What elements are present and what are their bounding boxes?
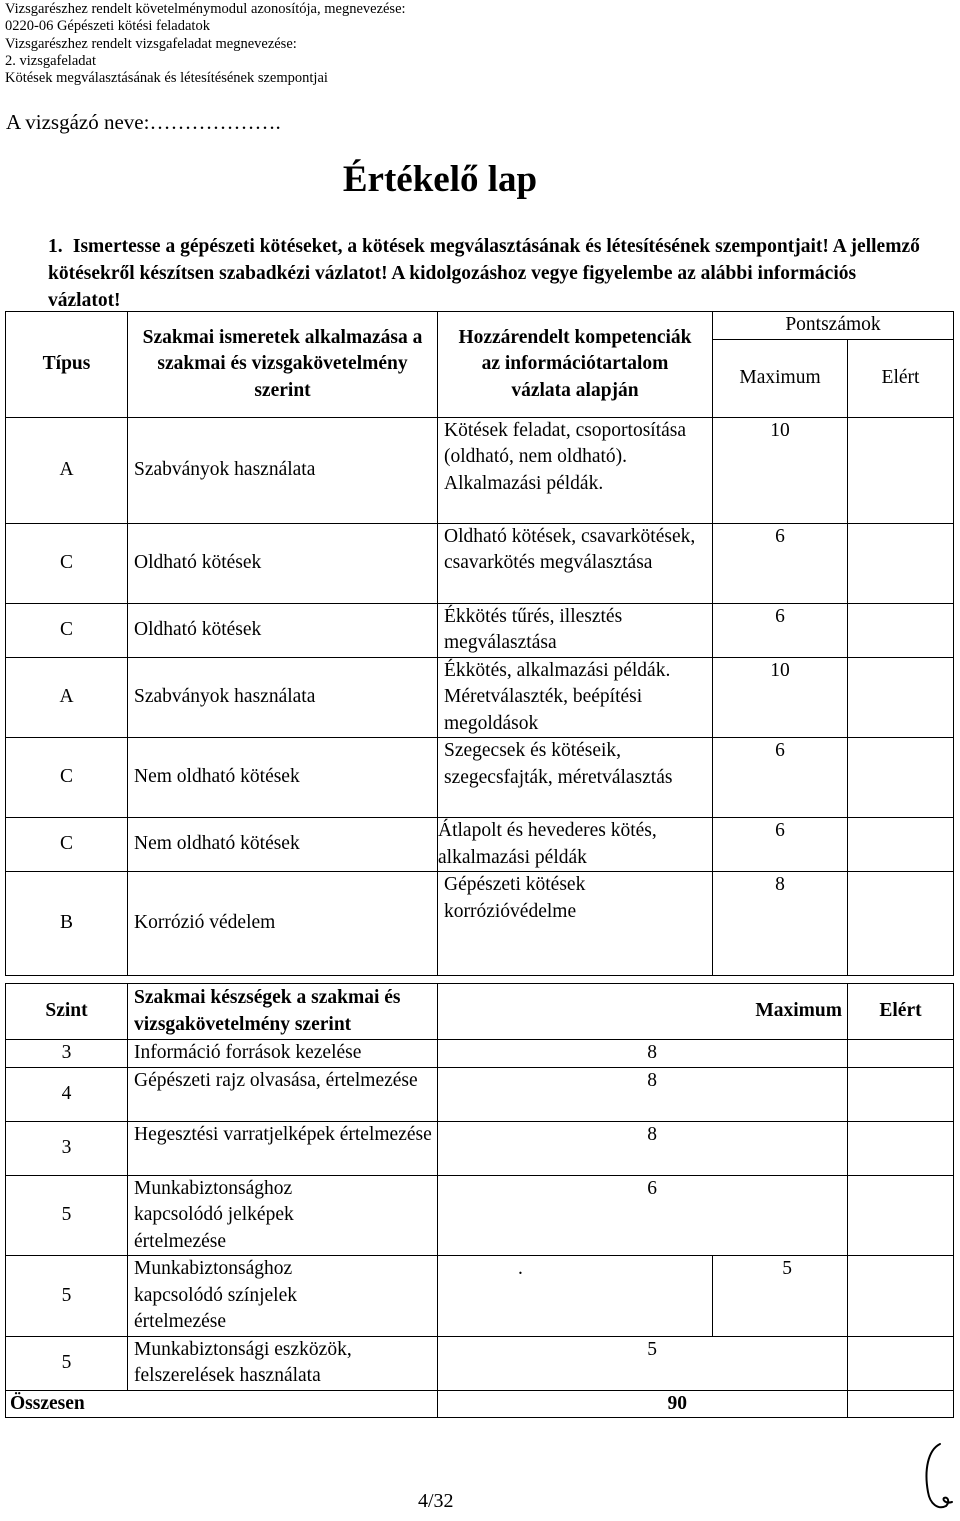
row-skill: Információ források kezelése (128, 1040, 438, 1068)
row-level: 4 (6, 1067, 128, 1121)
row-competence: Ékkötés, alkalmazási példák. Méretválaszték, beépítési megoldások (438, 657, 713, 738)
row-achieved[interactable] (848, 818, 954, 872)
header-line: Kötések megválasztásának és létesítésének szempontjai (5, 70, 328, 87)
examinee-name-field: A vizsgázó neve:………………. (6, 110, 281, 134)
row-skill: Munkabiztonsághoz kapcsolódó jelképek értelmezése (128, 1175, 438, 1256)
competence-table (5, 311, 954, 976)
header-line: Vizsgarészhez rendelt vizsgafeladat megnevezése: (5, 35, 297, 52)
row-achieved[interactable] (848, 872, 954, 976)
row-achieved[interactable] (848, 657, 954, 738)
row-achieved[interactable] (848, 603, 954, 657)
row-knowledge: Oldható kötések (128, 523, 438, 603)
row-type: B (6, 872, 128, 976)
table-row (6, 1040, 954, 1068)
row-achieved[interactable] (848, 1040, 954, 1068)
row-max: 5 (713, 1256, 848, 1337)
row-achieved[interactable] (848, 1067, 954, 1121)
row-max: 6 (713, 523, 848, 603)
table-row (6, 872, 954, 976)
row-achieved[interactable] (848, 1256, 954, 1337)
header-level: Szint (6, 984, 128, 1040)
header-points: Pontszámok (713, 312, 954, 340)
task-text: Ismertesse a gépészeti kötéseket, a kötések megválasztásának és létesítésének szempontjait! A jellemző kötésekről készítsen szabadkézi vázlatot! A kidolgozáshoz vegye figyelembe az alábbi információs vázlatot! (48, 236, 920, 311)
row-type: A (6, 417, 128, 523)
row-level: 5 (6, 1175, 128, 1256)
row-knowledge: Szabványok használata (128, 417, 438, 523)
total-value: 90 (438, 1390, 848, 1418)
table-row (6, 818, 954, 872)
row-max: 8 (713, 872, 848, 976)
row-max: 8 (438, 1067, 848, 1121)
table-row (6, 603, 954, 657)
table-row (6, 1067, 954, 1121)
header-line: 0220-06 Gépészeti kötési feladatok (5, 18, 210, 35)
table-row (6, 1256, 954, 1337)
row-skill: Gépészeti rajz olvasása, értelmezése (128, 1067, 438, 1121)
header-type: Típus (6, 312, 128, 418)
row-knowledge: Nem oldható kötések (128, 738, 438, 818)
header-achieved: Elért (848, 984, 954, 1040)
row-competence: Átlapolt és hevederes kötés, alkalmazási példák (438, 818, 713, 872)
handwritten-signature (920, 1440, 956, 1514)
row-max: 6 (713, 603, 848, 657)
skills-table (5, 983, 954, 1418)
row-competence: Kötések feladat, csoportosítása (oldható, nem oldható). Alkalmazási példák. (438, 417, 713, 523)
total-achieved[interactable] (848, 1390, 954, 1418)
header-achieved: Elért (848, 339, 954, 417)
row-level: 3 (6, 1040, 128, 1068)
row-level: 5 (6, 1256, 128, 1337)
row-max: 10 (713, 657, 848, 738)
row-type: C (6, 523, 128, 603)
row-max: 6 (438, 1175, 848, 1256)
header-line: 2. vizsgafeladat (5, 52, 96, 69)
row-type: A (6, 657, 128, 738)
row-level: 3 (6, 1121, 128, 1175)
table-row (6, 1175, 954, 1256)
row-max: 6 (713, 818, 848, 872)
table-row (6, 738, 954, 818)
page-title: Értékelő lap (342, 159, 538, 200)
row-achieved[interactable] (848, 1175, 954, 1256)
header-knowledge: Szakmai ismeretek alkalmazása a szakmai és vizsgakövetelmény szerint (128, 312, 438, 418)
row-knowledge: Oldható kötések (128, 603, 438, 657)
row-achieved[interactable] (848, 417, 954, 523)
row-competence: Szegecsek és kötéseik, szegecsfajták, méretválasztás (438, 738, 713, 818)
total-row (6, 1390, 954, 1418)
row-achieved[interactable] (848, 1336, 954, 1390)
row-type: C (6, 818, 128, 872)
row-note: . (438, 1256, 713, 1337)
row-knowledge: Szabványok használata (128, 657, 438, 738)
table-row (6, 1336, 954, 1390)
row-achieved[interactable] (848, 1121, 954, 1175)
row-knowledge: Korrózió védelem (128, 872, 438, 976)
table-row (6, 523, 954, 603)
row-level: 5 (6, 1336, 128, 1390)
row-competence: Ékkötés tűrés, illesztés megválasztása (438, 603, 713, 657)
header-line: Vizsgarészhez rendelt követelménymodul azonosítója, megnevezése: (5, 1, 406, 17)
table-row (6, 417, 954, 523)
table-row (6, 657, 954, 738)
header-skill: Szakmai készségek a szakmai és vizsgakövetelmény szerint (128, 984, 438, 1040)
row-competence: Oldható kötések, csavarkötések, csavarkötés megválasztása (438, 523, 713, 603)
total-label: Összesen (6, 1390, 438, 1418)
row-max: 10 (713, 417, 848, 523)
header-competence: Hozzárendelt kompetenciák az információtartalom vázlata alapján (438, 312, 713, 418)
row-max: 6 (713, 738, 848, 818)
task-description (48, 233, 928, 314)
row-skill: Hegesztési varratjelképek értelmezése (128, 1121, 438, 1175)
row-knowledge: Nem oldható kötések (128, 818, 438, 872)
row-skill: Munkabiztonsági eszközök, felszerelések használata (128, 1336, 438, 1390)
header-max: Maximum (713, 339, 848, 417)
row-competence: Gépészeti kötések korrózióvédelme (438, 872, 713, 976)
page-number: 4/32 (418, 1490, 454, 1512)
table-row (6, 1121, 954, 1175)
row-max: 8 (438, 1040, 848, 1068)
row-achieved[interactable] (848, 523, 954, 603)
header-max: Maximum (438, 984, 848, 1040)
row-skill: Munkabiztonsághoz kapcsolódó színjelek értelmezése (128, 1256, 438, 1337)
row-achieved[interactable] (848, 738, 954, 818)
row-type: C (6, 603, 128, 657)
row-type: C (6, 738, 128, 818)
row-max: 8 (438, 1121, 848, 1175)
document-header (5, 1, 406, 87)
row-max: 5 (438, 1336, 848, 1390)
task-number: 1. (48, 236, 63, 257)
